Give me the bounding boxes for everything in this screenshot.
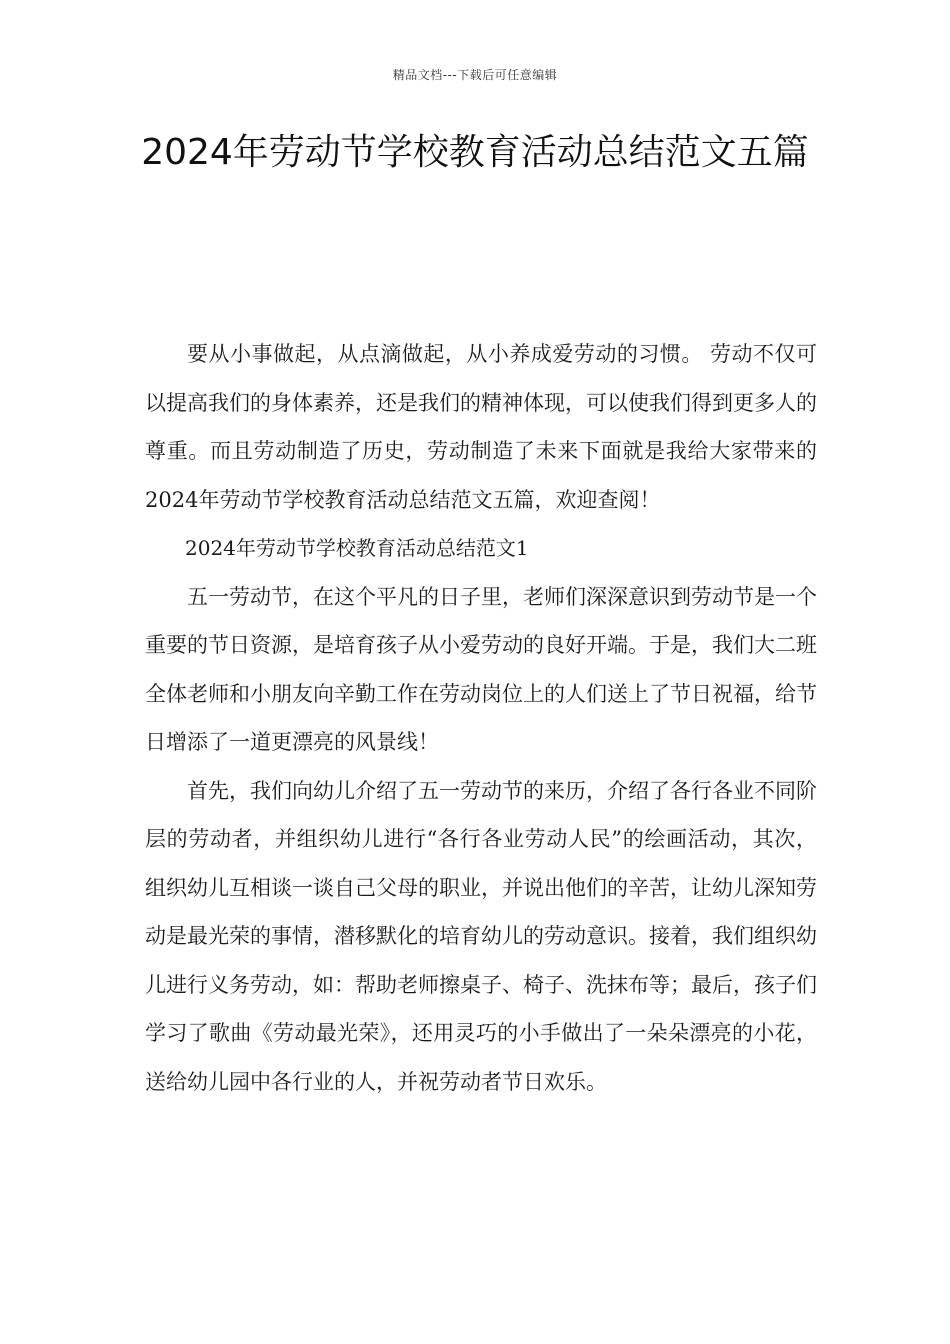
- document-title: 2024年劳动节学校教育活动总结范文五篇: [141, 132, 809, 173]
- header-note: 精品文档---下载后可任意编辑: [392, 68, 558, 82]
- body-paragraph: 首先，我们向幼儿介绍了五一劳动节的来历，介绍了各行各业不同阶层的劳动者，并组织幼儿进行“各行各业劳动人民”的绘画活动，其次，组织幼儿互相谈一谈自己父母的职业，并说出他们的辛苦，让幼儿深知劳动是最光荣的事情，潜移默化的培育幼儿的劳动意识。接着，我们组织幼儿进行义务劳动，如：帮助老师擦桌子、椅子、洗抹布等；最后，孩子们学习了歌曲《劳动最光荣》，还用灵巧的小手做出了一朵朵漂亮的小花，送给幼儿园中各行业的人，并祝劳动者节日欢乐。: [145, 778, 817, 1094]
- document-body: [145, 330, 817, 1106]
- intro-paragraph: 要从小事做起，从点滴做起，从小养成爱劳动的习惯。 劳动不仅可以提高我们的身体素养，还是我们的精神体现，可以使我们得到更多人的尊重。而且劳动制造了历史，劳动制造了未来下面就是我给大家带来的2024年劳动节学校教育活动总结范文五篇，欢迎查阅！: [145, 342, 817, 512]
- section-heading: 2024年劳动节学校教育活动总结范文1: [185, 536, 529, 560]
- body-paragraph: 五一劳动节，在这个平凡的日子里，老师们深深意识到劳动节是一个重要的节日资源，是培育孩子从小爱劳动的良好开端。于是，我们大二班全体老师和小朋友向辛勤工作在劳动岗位上的人们送上了节日祝福，给节日增添了一道更漂亮的风景线！: [145, 584, 817, 754]
